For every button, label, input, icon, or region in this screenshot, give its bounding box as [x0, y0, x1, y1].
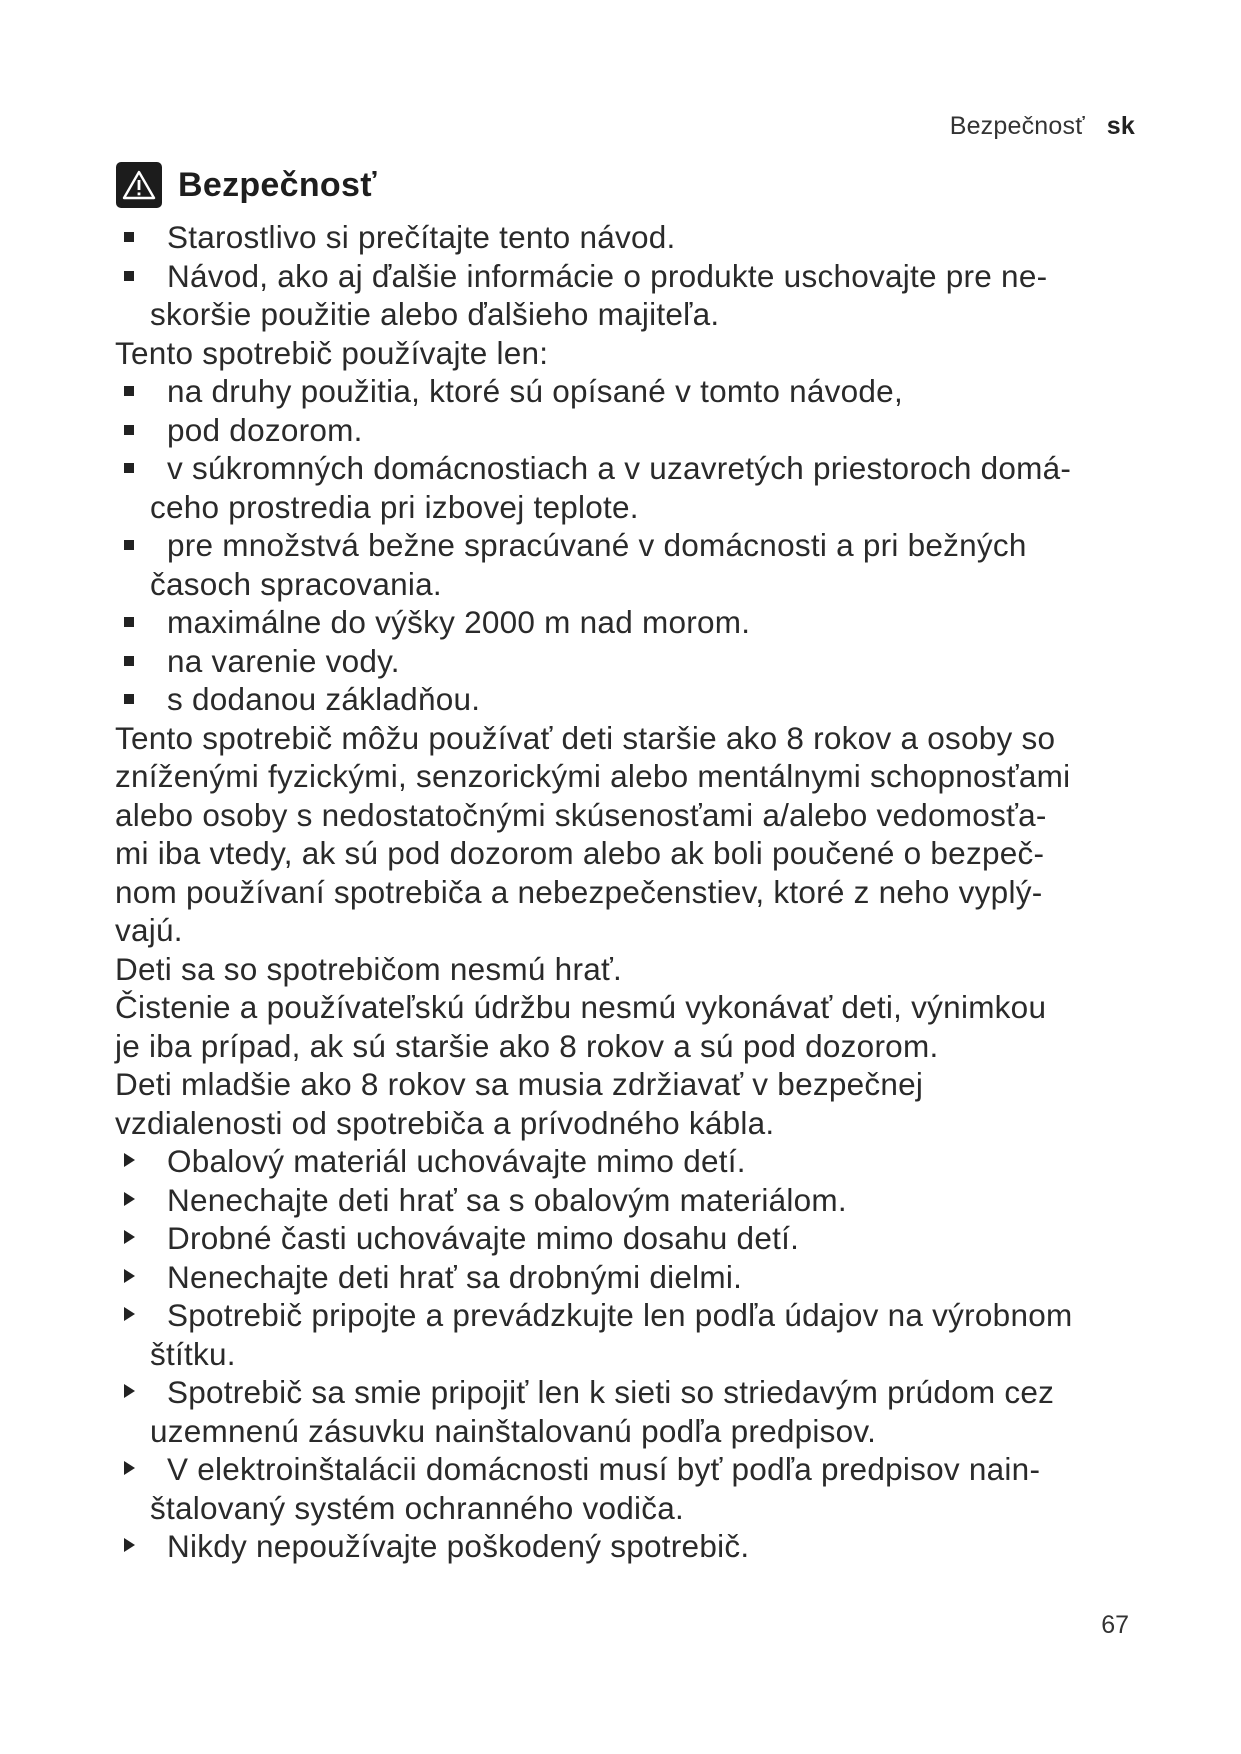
- list-item-continuation: štalovaný systém ochranného vodiča.: [150, 1489, 685, 1526]
- list-item-text: Nenechajte deti hrať sa drobnými dielmi.: [167, 1258, 743, 1295]
- section-heading: [115, 160, 1155, 210]
- page-title: Bezpečnosť: [178, 165, 377, 204]
- list-item-text: v súkromných domácnostiach a v uzavretých priestoroch domá-: [167, 450, 1072, 486]
- cleaning-paragraph: [115, 988, 1155, 1065]
- list-item: [115, 680, 1155, 719]
- language-code: sk: [1106, 112, 1135, 140]
- list-item-text: na druhy použitia, ktoré sú opísané v tomto návode,: [167, 373, 903, 409]
- paragraph-line: vzdialenosti od spotrebiča a prívodného kábla.: [115, 1104, 775, 1141]
- usage-intro: Tento spotrebič používajte len:: [115, 334, 549, 371]
- paragraph-line: mi iba vtedy, ak sú pod dozorom alebo ak boli poučené o bezpeč-: [115, 835, 1045, 871]
- list-item-text: maximálne do výšky 2000 m nad morom.: [167, 604, 751, 640]
- list-item: [115, 449, 1155, 526]
- running-header-section: Bezpečnosť: [949, 112, 1085, 140]
- list-item: [115, 372, 1155, 411]
- paragraph-line: Deti mladšie ako 8 rokov sa musia zdržiavať v bezpečnej: [115, 1066, 924, 1102]
- list-item: [115, 1181, 1155, 1220]
- safety-section: [115, 160, 1155, 1566]
- list-item-continuation: ceho prostredia pri izbovej teplote.: [150, 488, 639, 525]
- list-item: [115, 1142, 1155, 1181]
- square-bullet-icon: [124, 425, 134, 435]
- page-number: 67: [1101, 1611, 1129, 1639]
- list-item: [115, 603, 1155, 642]
- square-bullet-icon: [124, 463, 134, 473]
- list-item: [115, 411, 1155, 450]
- list-item: [115, 526, 1155, 603]
- list-item-text: Obalový materiál uchovávajte mimo detí.: [167, 1143, 746, 1179]
- running-header: [950, 112, 1135, 141]
- distance-paragraph: [115, 1065, 1155, 1142]
- list-item-text: Návod, ako aj ďalšie informácie o produkte uschovajte pre ne-: [167, 257, 1048, 294]
- list-item: [115, 1450, 1155, 1527]
- warning-triangle-icon: [116, 162, 162, 208]
- intro-list: [115, 218, 1155, 334]
- list-item-text: Nenechajte deti hrať sa s obalovým materiálom.: [167, 1181, 847, 1218]
- list-item-text: Drobné časti uchovávajte mimo dosahu detí.: [167, 1220, 800, 1256]
- list-item-text: Starostlivo si prečítajte tento návod.: [167, 219, 676, 255]
- square-bullet-icon: [124, 232, 134, 242]
- paragraph-line: Čistenie a používateľskú údržbu nesmú vykonávať deti, výnimkou: [115, 989, 1047, 1025]
- square-bullet-icon: [124, 386, 134, 396]
- list-item: [115, 1258, 1155, 1297]
- triangle-arrow-bullet-icon: [124, 1153, 135, 1167]
- list-item-text: Spotrebič pripojte a prevádzkujte len podľa údajov na výrobnom: [167, 1297, 1073, 1333]
- triangle-arrow-bullet-icon: [124, 1230, 135, 1244]
- paragraph-line: je iba prípad, ak sú staršie ako 8 rokov a sú pod dozorom.: [115, 1027, 939, 1064]
- list-item-text: V elektroinštalácii domácnosti musí byť podľa predpisov nain-: [167, 1451, 1041, 1487]
- square-bullet-icon: [124, 694, 134, 704]
- action-list: [115, 1142, 1155, 1566]
- list-item-text: Nikdy nepoužívajte poškodený spotrebič.: [167, 1528, 750, 1564]
- list-item-text: Spotrebič sa smie pripojiť len k sieti so striedavým prúdom cez: [167, 1374, 1055, 1410]
- list-item: [115, 257, 1155, 334]
- list-item: [115, 218, 1155, 257]
- square-bullet-icon: [124, 271, 134, 281]
- list-item: [115, 1296, 1155, 1373]
- list-item: [115, 642, 1155, 681]
- paragraph-line: vajú.: [115, 912, 183, 948]
- list-item-text: pre množstvá bežne spracúvané v domácnosti a pri bežných: [167, 527, 1027, 563]
- triangle-arrow-bullet-icon: [124, 1384, 135, 1398]
- triangle-arrow-bullet-icon: [124, 1538, 135, 1552]
- list-item: [115, 1527, 1155, 1566]
- square-bullet-icon: [124, 656, 134, 666]
- list-item-continuation: časoch spracovania.: [150, 565, 442, 602]
- triangle-arrow-bullet-icon: [124, 1307, 135, 1321]
- triangle-arrow-bullet-icon: [124, 1461, 135, 1475]
- triangle-arrow-bullet-icon: [124, 1192, 135, 1206]
- list-item: [115, 1373, 1155, 1450]
- children-paragraph: [115, 719, 1155, 950]
- square-bullet-icon: [124, 617, 134, 627]
- usage-list: [115, 372, 1155, 719]
- list-item-continuation: štítku.: [150, 1335, 236, 1372]
- paragraph-line: nom používaní spotrebiča a nebezpečenstiev, ktoré z neho vyplý-: [115, 873, 1043, 910]
- paragraph-line: zníženými fyzickými, senzorickými alebo mentálnymi schopnosťami: [115, 758, 1071, 794]
- triangle-arrow-bullet-icon: [124, 1269, 135, 1283]
- paragraph-line: alebo osoby s nedostatočnými skúsenosťami a/alebo vedomosťa-: [115, 796, 1047, 833]
- paragraph-line: Tento spotrebič môžu používať deti staršie ako 8 rokov a osoby so: [115, 719, 1056, 756]
- list-item-continuation: skoršie použitie alebo ďalšieho majiteľa.: [150, 296, 720, 332]
- list-item-text: pod dozorom.: [167, 411, 363, 448]
- list-item-continuation: uzemnenú zásuvku nainštalovanú podľa predpisov.: [150, 1412, 877, 1449]
- list-item: [115, 1219, 1155, 1258]
- square-bullet-icon: [124, 540, 134, 550]
- list-item-text: s dodanou základňou.: [167, 681, 481, 717]
- play-paragraph: Deti sa so spotrebičom nesmú hrať.: [115, 950, 623, 987]
- list-item-text: na varenie vody.: [167, 642, 400, 679]
